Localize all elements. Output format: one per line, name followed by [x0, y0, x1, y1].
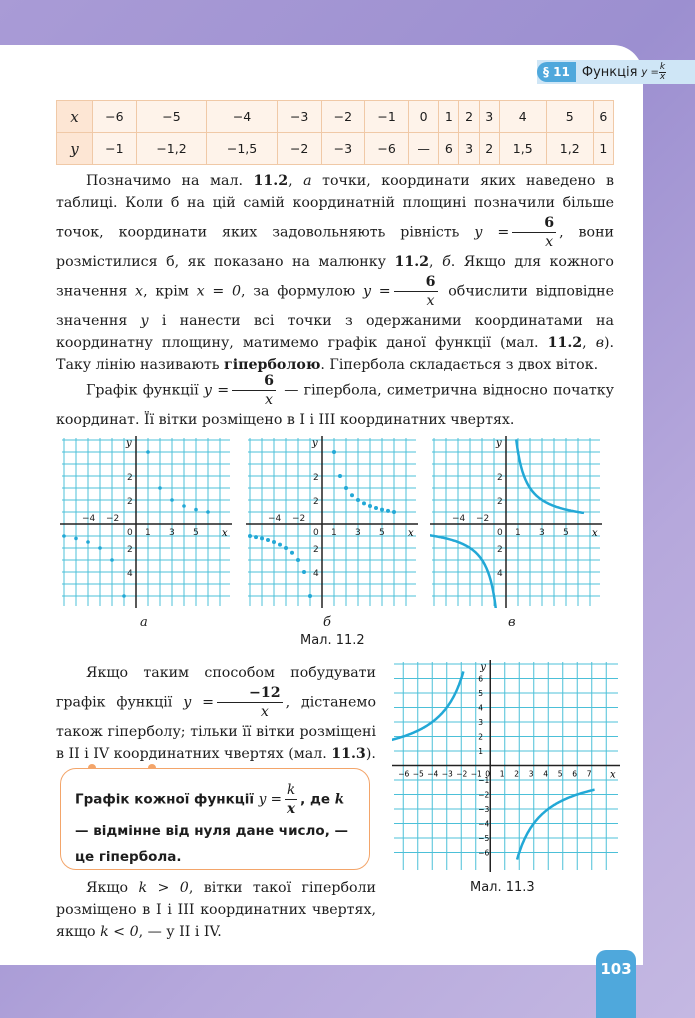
- data-point: [296, 558, 300, 562]
- tick-label: −5: [412, 769, 424, 779]
- tick-label: 2: [478, 732, 484, 742]
- axis-label-y: y: [312, 438, 318, 449]
- condition: x = 0: [196, 283, 241, 300]
- tick-label: 3: [169, 528, 175, 538]
- text: , — у II і IV.: [138, 924, 222, 940]
- data-point: [338, 474, 342, 478]
- table-cell-x: 1: [439, 101, 459, 133]
- tick-label: −2: [292, 514, 306, 524]
- graph-a: [60, 436, 232, 608]
- data-point: [158, 486, 162, 490]
- table-cell-y: 6: [439, 133, 459, 165]
- tick-label: 4: [313, 569, 319, 579]
- equation-lhs: y =: [258, 791, 282, 808]
- tick-label: 2: [127, 473, 133, 483]
- tick-label: 3: [528, 769, 534, 779]
- figure-caption-11-3: Мал. 11.3: [470, 880, 535, 895]
- figure-ref: 11.2: [253, 173, 289, 189]
- equation-fraction: $\frac{k}{x}$: [286, 782, 296, 817]
- tick-label: −2: [106, 514, 120, 524]
- condition: k > 0: [138, 880, 189, 896]
- text: Якщо: [86, 880, 139, 896]
- axis-label-y: y: [480, 662, 486, 673]
- paragraph-4: [56, 877, 376, 943]
- tick-label: −4: [452, 514, 466, 524]
- equation-fraction: $\frac{-12}{x}$: [217, 684, 283, 721]
- data-point: [182, 504, 186, 508]
- data-point: [194, 508, 198, 512]
- data-point: [332, 450, 336, 454]
- tick-label: 2: [497, 473, 503, 483]
- variable: x: [135, 283, 144, 300]
- graph-label-a: а: [140, 615, 148, 630]
- text: , за формулою: [241, 283, 363, 300]
- data-point: [308, 594, 312, 598]
- axis-label-y: y: [126, 438, 132, 449]
- text: ,: [288, 173, 304, 189]
- text: ,: [429, 254, 443, 270]
- text: . Якщо для кожного значення: [56, 254, 614, 300]
- table-row-y: [57, 133, 614, 165]
- section-header: [537, 60, 695, 84]
- tick-label: −2: [456, 769, 468, 779]
- equation-fraction: $\frac{6}{x}$: [394, 273, 438, 310]
- data-point: [248, 534, 252, 538]
- hyperbola-branch-4: [517, 790, 595, 860]
- equation-lhs: y =: [203, 382, 230, 399]
- section-title: Функція: [581, 64, 638, 80]
- tick-label: −4: [427, 769, 439, 779]
- condition: k < 0: [100, 924, 139, 940]
- axis-label-x: x: [592, 528, 598, 539]
- table-row-x: [57, 101, 614, 133]
- table-cell-y: −1: [93, 133, 137, 165]
- table-cell-x: −4: [207, 101, 278, 133]
- tick-label: 1: [331, 528, 337, 538]
- figure-letter: б: [442, 254, 451, 270]
- data-point: [380, 508, 384, 512]
- text: Графік функції: [86, 382, 204, 399]
- table-cell-x: −6: [93, 101, 137, 133]
- table-header-y: y: [57, 133, 93, 165]
- data-point: [254, 535, 258, 539]
- data-point: [98, 546, 102, 550]
- graph-b: [246, 436, 418, 608]
- tick-label: 2: [497, 497, 503, 507]
- variable: k: [334, 791, 345, 808]
- axis-label-x: x: [610, 769, 616, 781]
- figure-letter: а: [303, 173, 312, 189]
- graph-c: [430, 436, 602, 608]
- text: точки, координати яких наведено в таблиці. Коли б на цій самій координатній площині позначили більше точок, координати яких задовольняють рівність: [56, 173, 614, 241]
- data-point: [206, 510, 210, 514]
- table-cell-y: −1,2: [136, 133, 207, 165]
- tick-label: −4: [82, 514, 96, 524]
- text: . Гіпербола складається з двох віток.: [320, 357, 599, 373]
- data-point: [362, 501, 366, 505]
- axis-label-y: y: [496, 438, 502, 449]
- data-point: [146, 450, 150, 454]
- table-cell-y: −6: [365, 133, 409, 165]
- data-point: [278, 543, 282, 547]
- tick-label: 1: [515, 528, 521, 538]
- table-cell-x: −5: [136, 101, 207, 133]
- data-point: [62, 534, 66, 538]
- figure-ref: 11.2: [547, 335, 583, 351]
- text: , крім: [143, 283, 197, 300]
- data-point: [368, 504, 372, 508]
- text: ).: [365, 746, 376, 762]
- tick-label: −3: [441, 769, 453, 779]
- tick-label: 5: [193, 528, 199, 538]
- data-point: [302, 570, 306, 574]
- paragraph-3: [56, 662, 376, 765]
- equation-lhs: y =: [362, 283, 391, 300]
- table-cell-x: 0: [408, 101, 438, 133]
- tick-label: 2: [514, 769, 520, 779]
- table-cell-y: 1,5: [499, 133, 546, 165]
- text: Позначимо на мал.: [86, 173, 254, 189]
- graph-label-b: б: [323, 615, 331, 630]
- tick-label: −3: [478, 805, 490, 814]
- data-point: [344, 486, 348, 490]
- tick-label: −4: [478, 819, 490, 829]
- tick-label: 0: [127, 528, 133, 538]
- axis-label-x: x: [408, 528, 414, 539]
- term-hyperbola: гіперболою: [224, 357, 321, 373]
- data-point: [290, 551, 294, 555]
- text: — відмінне від нуля дане число, — це гіпербола.: [75, 823, 349, 865]
- tick-label: 6: [572, 769, 578, 779]
- tick-label: 5: [557, 769, 563, 779]
- tick-label: −6: [478, 848, 490, 858]
- tick-label: 1: [145, 528, 151, 538]
- tick-label: 3: [355, 528, 361, 538]
- table-header-x: x: [57, 101, 93, 133]
- tick-label: 2: [497, 545, 503, 555]
- tick-label: 1: [499, 769, 505, 779]
- table-cell-y: 2: [479, 133, 499, 165]
- tick-label: −1: [470, 769, 482, 779]
- graph-label-c: в: [508, 615, 516, 630]
- table-cell-x: −1: [365, 101, 409, 133]
- equation-fraction: $\frac{6}{x}$: [232, 372, 276, 409]
- table-cell-x: −2: [321, 101, 365, 133]
- tick-label: 7: [586, 769, 592, 779]
- equation-fraction: $\frac{6}{x}$: [512, 214, 556, 251]
- text: , де: [300, 791, 335, 808]
- data-point: [74, 537, 78, 541]
- table-cell-y: −1,5: [207, 133, 278, 165]
- data-point: [386, 509, 390, 513]
- tick-label: 2: [127, 545, 133, 555]
- rule-box: [60, 768, 370, 870]
- graph-11-3: [392, 660, 620, 872]
- text: ,: [582, 335, 596, 351]
- data-point: [122, 594, 126, 598]
- tick-label: −2: [476, 514, 490, 524]
- tick-label: 0: [497, 528, 503, 538]
- table-cell-x: 5: [546, 101, 593, 133]
- figure-letter: в: [595, 335, 604, 351]
- table-cell-x: 4: [499, 101, 546, 133]
- text: і нанести всі точки з одержаними координатами на координатну площину, матимемо графік даної функції (мал.: [56, 313, 614, 351]
- tick-label: 4: [497, 569, 503, 579]
- table-cell-y: −3: [321, 133, 365, 165]
- page-number: 103: [596, 950, 636, 1018]
- data-point: [110, 558, 114, 562]
- table-cell-x: 3: [479, 101, 499, 133]
- tick-label: 2: [313, 545, 319, 555]
- tick-label: 5: [563, 528, 569, 538]
- tick-label: −5: [478, 834, 490, 843]
- tick-label: 2: [127, 497, 133, 507]
- paragraph-2: [56, 372, 614, 431]
- data-point: [356, 498, 360, 502]
- data-point: [260, 536, 264, 540]
- tick-label: 2: [313, 473, 319, 483]
- equation-lhs: y =: [183, 694, 214, 711]
- values-table: [56, 100, 614, 165]
- text: — гіпербола, симетрична відносно початку координат. Її вітки розміщено в I і III координатних чвертях.: [56, 382, 614, 428]
- text: обчислити відповідне значення: [56, 283, 614, 329]
- section-formula-lhs: y =: [641, 66, 659, 78]
- tick-label: 3: [478, 718, 484, 727]
- hyperbola-branch-2: [392, 671, 463, 740]
- table-cell-y: 1,2: [546, 133, 593, 165]
- text: , вітки такої гіперболи розміщено в I і III координатних чвертях, якщо: [56, 880, 376, 940]
- tick-label: −1: [478, 776, 490, 785]
- figure-caption-11-2: Мал. 11.2: [300, 633, 365, 648]
- data-point: [392, 510, 396, 514]
- variable: y: [140, 313, 149, 329]
- section-badge: § 11: [537, 62, 576, 82]
- tick-label: 4: [543, 769, 549, 779]
- table-cell-y: 1: [593, 133, 613, 165]
- paragraph-1: [56, 170, 614, 376]
- tick-label: 3: [539, 528, 545, 538]
- axis-label-x: x: [222, 528, 228, 539]
- tick-label: 5: [379, 528, 385, 538]
- table-cell-y: −2: [277, 133, 321, 165]
- data-point: [86, 540, 90, 544]
- text: , дістанемо також гіперболу; тільки її вітки розміщені в II і IV координатних чвертях (мал.: [56, 694, 376, 762]
- equation-lhs: y =: [474, 224, 510, 241]
- tick-label: 5: [478, 689, 484, 698]
- table-cell-x: 6: [593, 101, 613, 133]
- data-point: [266, 538, 270, 542]
- tick-label: −2: [478, 790, 490, 800]
- data-point: [272, 540, 276, 544]
- table-cell-y: —: [408, 133, 438, 165]
- data-point: [284, 546, 288, 550]
- tick-label: 6: [478, 674, 484, 684]
- tick-label: −4: [268, 514, 282, 524]
- text: , вони розмістилися б, як показано на малюнку: [56, 224, 614, 270]
- data-point: [374, 506, 378, 510]
- text: Графік кожної функції: [75, 791, 259, 808]
- tick-label: 0: [485, 769, 491, 779]
- tick-label: 0: [313, 528, 319, 538]
- data-point: [170, 498, 174, 502]
- table-cell-x: −3: [277, 101, 321, 133]
- table-cell-y: 3: [459, 133, 479, 165]
- text: Якщо таким способом побудувати графік функції: [56, 665, 376, 711]
- text: ). Таку лінію називають: [56, 335, 615, 373]
- table-cell-x: 2: [459, 101, 479, 133]
- tick-label: 4: [127, 569, 133, 579]
- data-point: [350, 493, 354, 497]
- tick-label: −6: [398, 769, 410, 779]
- figure-ref: 11.2: [394, 254, 430, 270]
- tick-label: 1: [478, 747, 484, 756]
- figure-ref: 11.3: [331, 746, 366, 762]
- section-formula-frac: $\frac{k}{x}$: [659, 61, 666, 82]
- tick-label: 4: [478, 703, 484, 713]
- tick-label: 2: [313, 497, 319, 507]
